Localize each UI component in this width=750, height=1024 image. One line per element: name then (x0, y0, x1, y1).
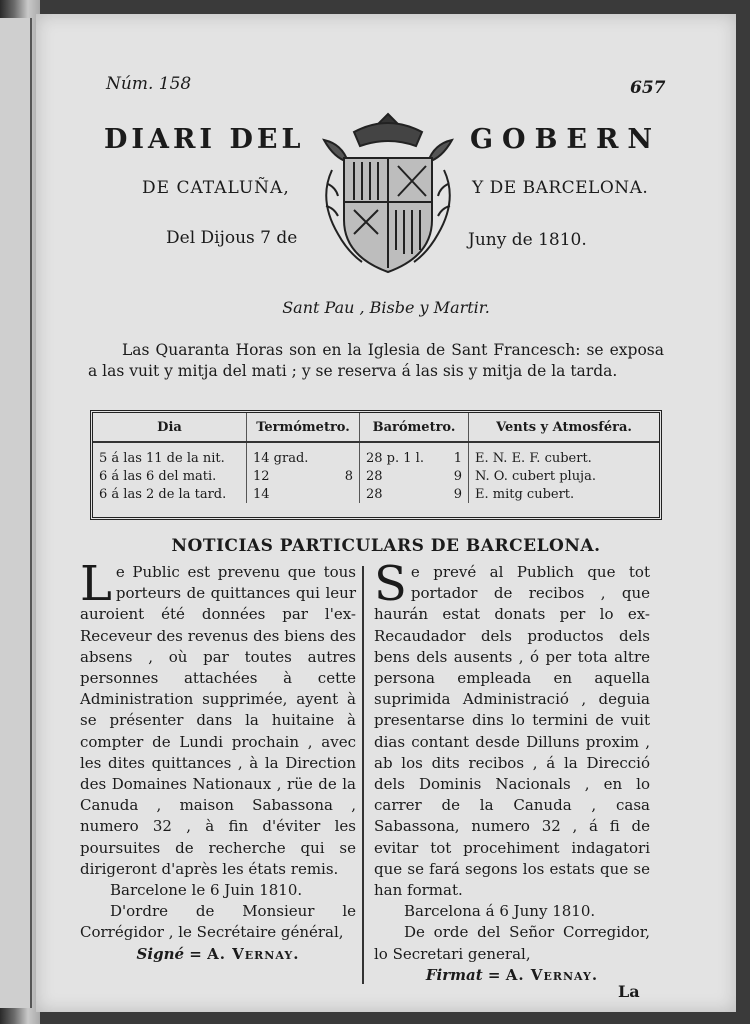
notice-french (80, 556, 356, 965)
table-row (93, 442, 659, 467)
notice-french-signature: Signé = A. Vernay. (136, 944, 300, 963)
notice-french-body: Le Public est prevenu que tous porteurs de quittances qui leur auroient été données par l'ex-Receveur des revenus des biens des absens , où par toutes autres personnes attachées à cette Administration supprimée, ayent à se présenter dans la huitaine à compter de Lundi prochain , avec les dites quittances , à la Direction des Domaines Nationaux , rüe de la Canuda , maison Sabassona , numero 32 , à fin d'éviter les poursuites de recherche qui se dirigeront d'après les états remis. (80, 556, 356, 878)
weather-barometer: 28 9 (360, 467, 469, 485)
weather-header-thermometer: Termómetro. (247, 413, 360, 442)
newspaper-page (36, 14, 736, 1012)
weather-thermometer: 14 grad. (247, 442, 360, 467)
weather-barometer: 28 p. 1 l. 1 (360, 442, 469, 467)
notice-catalan-signature: Firmat = A. Vernay. (425, 965, 599, 984)
drop-cap: S (374, 556, 407, 612)
facing-page-edge (0, 18, 32, 1008)
notice-catalan (374, 556, 650, 986)
notice-catalan-place-date: Barcelona á 6 Juny 1810. (404, 902, 596, 921)
weather-winds: N. O. cubert pluja. (475, 468, 596, 484)
catchword: La (618, 982, 640, 1001)
weather-day: 6 á las 6 del mati. (93, 467, 247, 485)
weather-thermometer: 14 (247, 485, 360, 503)
page-number: 657 (630, 78, 666, 98)
drop-cap: L (80, 556, 112, 612)
column-divider (362, 566, 364, 984)
weather-header-day: Dia (93, 413, 247, 442)
masthead-subtitle-left: DE CATALUÑA, (142, 178, 290, 198)
weather-thermometer: 12 8 (247, 467, 360, 485)
notice-catalan-order: De orde del Señor Corregidor, lo Secretari general, (374, 923, 650, 963)
table-row (93, 485, 659, 503)
date-left: Del Dijous 7 de (166, 228, 298, 248)
section-title: NOTICIAS PARTICULARS DE BARCELONA. (171, 536, 601, 556)
weather-day: 5 á las 11 de la nit. (93, 442, 247, 467)
masthead-subtitle-right: Y DE BARCELONA. (472, 178, 649, 198)
weather-barometer: 28 9 (360, 485, 469, 503)
coat-of-arms-icon (314, 110, 462, 280)
weather-header-barometer: Barómetro. (360, 413, 469, 442)
saint-of-the-day: Sant Pau , Bisbe y Martir. (282, 298, 490, 317)
date-right: Juny de 1810. (468, 230, 587, 250)
notice-french-place-date: Barcelone le 6 Juin 1810. (110, 881, 303, 900)
notice-catalan-body: Se prevé al Publich que tot portador de recibos , que haurán estat donats per lo ex-Recaudador dels productos dels bens dels ausents , ó per tota altre persona empleada en aquella suprimida Administració , deguia presentarse dins lo termini de vuit dias contant desde Dilluns proxim , ab los dits recibos , á la Direcció dels Dominis Nacionals , en lo carrer de la Canuda , casa Sabassona, numero 32 , á fi de evitar tot procehiment indagatori que se fará segons los estats que se han format. (374, 556, 650, 900)
issue-number: Núm. 158 (106, 74, 192, 94)
weather-winds: E. mitg cubert. (475, 486, 575, 502)
forty-hours-notice: Las Quaranta Horas son en la Iglesia de Sant Francesch: se exposa a las vuit y mitja del mati ; y se reserva á las sis y mitja de la tarda. (88, 341, 664, 380)
weather-table (90, 410, 662, 520)
weather-winds: E. N. E. F. cubert. (475, 450, 592, 466)
notice-french-order: D'ordre de Monsieur le Corrégidor , le Secrétaire général, (80, 902, 356, 942)
table-row (93, 467, 659, 485)
weather-day: 6 á las 2 de la tard. (93, 485, 247, 503)
weather-header-winds: Vents y Atmosféra. (469, 413, 660, 442)
masthead-title-right: GOBERN (470, 124, 662, 155)
masthead-title-left: DIARI DEL (104, 124, 305, 155)
